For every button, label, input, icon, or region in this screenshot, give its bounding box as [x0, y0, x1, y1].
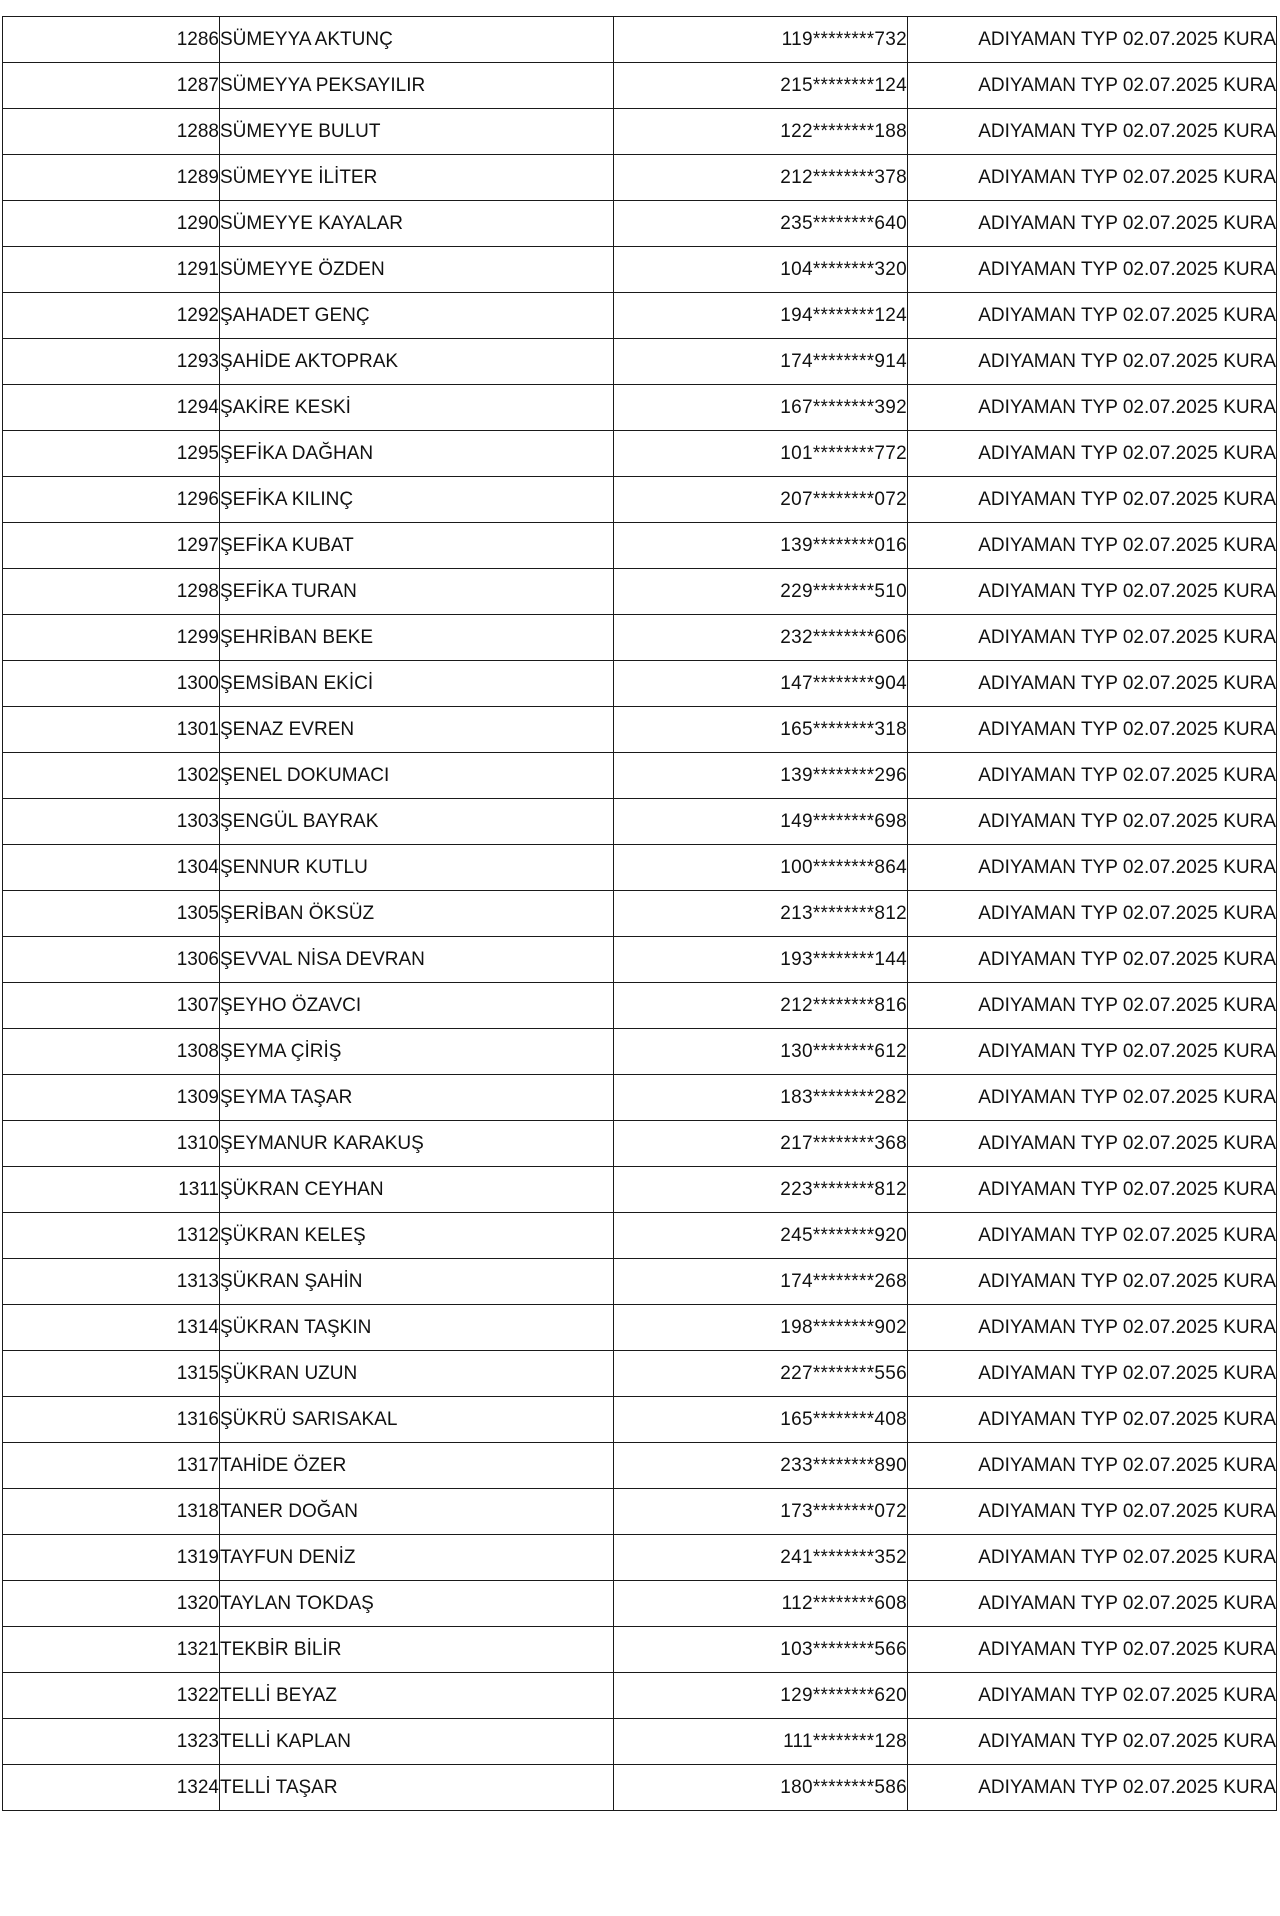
table-row — [3, 477, 1277, 523]
lottery-note-cell: ADIYAMAN TYP 02.07.2025 KURA — [908, 891, 1277, 937]
masked-id-cell: 207********072 — [614, 477, 908, 523]
person-name-cell: ŞÜKRÜ SARISAKAL — [220, 1397, 614, 1443]
masked-id-cell: 198********902 — [614, 1305, 908, 1351]
table-row — [3, 983, 1277, 1029]
row-number-cell: 1300 — [3, 661, 220, 707]
masked-id-cell: 245********920 — [614, 1213, 908, 1259]
lottery-note-cell: ADIYAMAN TYP 02.07.2025 KURA — [908, 201, 1277, 247]
table-row — [3, 707, 1277, 753]
row-number-cell: 1305 — [3, 891, 220, 937]
table-row — [3, 569, 1277, 615]
row-number-cell: 1319 — [3, 1535, 220, 1581]
masked-id-cell: 223********812 — [614, 1167, 908, 1213]
row-number-cell: 1308 — [3, 1029, 220, 1075]
table-row — [3, 1213, 1277, 1259]
person-name-cell: ŞEFİKA KUBAT — [220, 523, 614, 569]
masked-id-cell: 119********732 — [614, 17, 908, 63]
masked-id-cell: 215********124 — [614, 63, 908, 109]
person-name-cell: TEKBİR BİLİR — [220, 1627, 614, 1673]
row-number-cell: 1317 — [3, 1443, 220, 1489]
masked-id-cell: 101********772 — [614, 431, 908, 477]
lottery-note-cell: ADIYAMAN TYP 02.07.2025 KURA — [908, 1765, 1277, 1811]
row-number-cell: 1286 — [3, 17, 220, 63]
row-number-cell: 1312 — [3, 1213, 220, 1259]
person-name-cell: ŞEFİKA DAĞHAN — [220, 431, 614, 477]
lottery-note-cell: ADIYAMAN TYP 02.07.2025 KURA — [908, 1351, 1277, 1397]
table-row — [3, 1489, 1277, 1535]
row-number-cell: 1297 — [3, 523, 220, 569]
lottery-note-cell: ADIYAMAN TYP 02.07.2025 KURA — [908, 1167, 1277, 1213]
masked-id-cell: 112********608 — [614, 1581, 908, 1627]
table-row — [3, 523, 1277, 569]
table-row — [3, 753, 1277, 799]
table-row — [3, 1029, 1277, 1075]
row-number-cell: 1320 — [3, 1581, 220, 1627]
masked-id-cell: 227********556 — [614, 1351, 908, 1397]
row-number-cell: 1302 — [3, 753, 220, 799]
roster-table — [2, 16, 1277, 1811]
person-name-cell: ŞÜKRAN TAŞKIN — [220, 1305, 614, 1351]
row-number-cell: 1298 — [3, 569, 220, 615]
person-name-cell: SÜMEYYE ÖZDEN — [220, 247, 614, 293]
person-name-cell: ŞERİBAN ÖKSÜZ — [220, 891, 614, 937]
table-row — [3, 615, 1277, 661]
masked-id-cell: 212********378 — [614, 155, 908, 201]
person-name-cell: ŞEVVAL NİSA DEVRAN — [220, 937, 614, 983]
masked-id-cell: 139********296 — [614, 753, 908, 799]
table-row — [3, 155, 1277, 201]
masked-id-cell: 122********188 — [614, 109, 908, 155]
person-name-cell: ŞÜKRAN UZUN — [220, 1351, 614, 1397]
lottery-note-cell: ADIYAMAN TYP 02.07.2025 KURA — [908, 431, 1277, 477]
person-name-cell: ŞEYMA TAŞAR — [220, 1075, 614, 1121]
lottery-note-cell: ADIYAMAN TYP 02.07.2025 KURA — [908, 1443, 1277, 1489]
table-row — [3, 1351, 1277, 1397]
roster-sheet — [2, 16, 1276, 1811]
masked-id-cell: 194********124 — [614, 293, 908, 339]
lottery-note-cell: ADIYAMAN TYP 02.07.2025 KURA — [908, 293, 1277, 339]
row-number-cell: 1311 — [3, 1167, 220, 1213]
row-number-cell: 1294 — [3, 385, 220, 431]
lottery-note-cell: ADIYAMAN TYP 02.07.2025 KURA — [908, 1719, 1277, 1765]
table-row — [3, 1305, 1277, 1351]
person-name-cell: TAHİDE ÖZER — [220, 1443, 614, 1489]
person-name-cell: ŞEFİKA TURAN — [220, 569, 614, 615]
person-name-cell: ŞENAZ EVREN — [220, 707, 614, 753]
row-number-cell: 1318 — [3, 1489, 220, 1535]
lottery-note-cell: ADIYAMAN TYP 02.07.2025 KURA — [908, 799, 1277, 845]
lottery-note-cell: ADIYAMAN TYP 02.07.2025 KURA — [908, 1305, 1277, 1351]
masked-id-cell: 241********352 — [614, 1535, 908, 1581]
lottery-note-cell: ADIYAMAN TYP 02.07.2025 KURA — [908, 1075, 1277, 1121]
table-row — [3, 1397, 1277, 1443]
person-name-cell: ŞÜKRAN CEYHAN — [220, 1167, 614, 1213]
table-row — [3, 1535, 1277, 1581]
row-number-cell: 1292 — [3, 293, 220, 339]
lottery-note-cell: ADIYAMAN TYP 02.07.2025 KURA — [908, 247, 1277, 293]
lottery-note-cell: ADIYAMAN TYP 02.07.2025 KURA — [908, 155, 1277, 201]
lottery-note-cell: ADIYAMAN TYP 02.07.2025 KURA — [908, 339, 1277, 385]
row-number-cell: 1321 — [3, 1627, 220, 1673]
person-name-cell: ŞENEL DOKUMACI — [220, 753, 614, 799]
person-name-cell: ŞEHRİBAN BEKE — [220, 615, 614, 661]
person-name-cell: ŞENNUR KUTLU — [220, 845, 614, 891]
table-row — [3, 1259, 1277, 1305]
lottery-note-cell: ADIYAMAN TYP 02.07.2025 KURA — [908, 17, 1277, 63]
row-number-cell: 1316 — [3, 1397, 220, 1443]
lottery-note-cell: ADIYAMAN TYP 02.07.2025 KURA — [908, 1627, 1277, 1673]
person-name-cell: ŞEYMA ÇİRİŞ — [220, 1029, 614, 1075]
row-number-cell: 1322 — [3, 1673, 220, 1719]
person-name-cell: TANER DOĞAN — [220, 1489, 614, 1535]
masked-id-cell: 180********586 — [614, 1765, 908, 1811]
masked-id-cell: 147********904 — [614, 661, 908, 707]
masked-id-cell: 174********914 — [614, 339, 908, 385]
masked-id-cell: 233********890 — [614, 1443, 908, 1489]
masked-id-cell: 149********698 — [614, 799, 908, 845]
lottery-note-cell: ADIYAMAN TYP 02.07.2025 KURA — [908, 1121, 1277, 1167]
person-name-cell: SÜMEYYE KAYALAR — [220, 201, 614, 247]
lottery-note-cell: ADIYAMAN TYP 02.07.2025 KURA — [908, 109, 1277, 155]
masked-id-cell: 229********510 — [614, 569, 908, 615]
masked-id-cell: 104********320 — [614, 247, 908, 293]
lottery-note-cell: ADIYAMAN TYP 02.07.2025 KURA — [908, 1673, 1277, 1719]
person-name-cell: SÜMEYYA AKTUNÇ — [220, 17, 614, 63]
person-name-cell: TELLİ KAPLAN — [220, 1719, 614, 1765]
table-row — [3, 799, 1277, 845]
table-row — [3, 1627, 1277, 1673]
row-number-cell: 1315 — [3, 1351, 220, 1397]
masked-id-cell: 139********016 — [614, 523, 908, 569]
person-name-cell: TELLİ TAŞAR — [220, 1765, 614, 1811]
table-row — [3, 845, 1277, 891]
person-name-cell: ŞEMSİBAN EKİCİ — [220, 661, 614, 707]
lottery-note-cell: ADIYAMAN TYP 02.07.2025 KURA — [908, 661, 1277, 707]
table-row — [3, 63, 1277, 109]
table-row — [3, 1673, 1277, 1719]
row-number-cell: 1293 — [3, 339, 220, 385]
table-row — [3, 1581, 1277, 1627]
table-row — [3, 1075, 1277, 1121]
table-row — [3, 247, 1277, 293]
person-name-cell: TELLİ BEYAZ — [220, 1673, 614, 1719]
row-number-cell: 1303 — [3, 799, 220, 845]
lottery-note-cell: ADIYAMAN TYP 02.07.2025 KURA — [908, 523, 1277, 569]
table-row — [3, 1443, 1277, 1489]
masked-id-cell: 235********640 — [614, 201, 908, 247]
row-number-cell: 1307 — [3, 983, 220, 1029]
lottery-note-cell: ADIYAMAN TYP 02.07.2025 KURA — [908, 845, 1277, 891]
lottery-note-cell: ADIYAMAN TYP 02.07.2025 KURA — [908, 983, 1277, 1029]
person-name-cell: ŞAHİDE AKTOPRAK — [220, 339, 614, 385]
lottery-note-cell: ADIYAMAN TYP 02.07.2025 KURA — [908, 615, 1277, 661]
row-number-cell: 1287 — [3, 63, 220, 109]
masked-id-cell: 165********318 — [614, 707, 908, 753]
row-number-cell: 1310 — [3, 1121, 220, 1167]
table-row — [3, 385, 1277, 431]
person-name-cell: ŞENGÜL BAYRAK — [220, 799, 614, 845]
lottery-note-cell: ADIYAMAN TYP 02.07.2025 KURA — [908, 385, 1277, 431]
lottery-note-cell: ADIYAMAN TYP 02.07.2025 KURA — [908, 63, 1277, 109]
masked-id-cell: 167********392 — [614, 385, 908, 431]
roster-table-body — [3, 17, 1277, 1811]
masked-id-cell: 111********128 — [614, 1719, 908, 1765]
row-number-cell: 1289 — [3, 155, 220, 201]
person-name-cell: TAYFUN DENİZ — [220, 1535, 614, 1581]
row-number-cell: 1313 — [3, 1259, 220, 1305]
table-row — [3, 1167, 1277, 1213]
row-number-cell: 1290 — [3, 201, 220, 247]
lottery-note-cell: ADIYAMAN TYP 02.07.2025 KURA — [908, 1259, 1277, 1305]
table-row — [3, 109, 1277, 155]
masked-id-cell: 129********620 — [614, 1673, 908, 1719]
person-name-cell: ŞEFİKA KILINÇ — [220, 477, 614, 523]
row-number-cell: 1323 — [3, 1719, 220, 1765]
person-name-cell: ŞAHADET GENÇ — [220, 293, 614, 339]
table-row — [3, 1719, 1277, 1765]
masked-id-cell: 103********566 — [614, 1627, 908, 1673]
masked-id-cell: 183********282 — [614, 1075, 908, 1121]
masked-id-cell: 213********812 — [614, 891, 908, 937]
table-row — [3, 1765, 1277, 1811]
lottery-note-cell: ADIYAMAN TYP 02.07.2025 KURA — [908, 1535, 1277, 1581]
person-name-cell: ŞAKİRE KESKİ — [220, 385, 614, 431]
lottery-note-cell: ADIYAMAN TYP 02.07.2025 KURA — [908, 1397, 1277, 1443]
masked-id-cell: 173********072 — [614, 1489, 908, 1535]
row-number-cell: 1296 — [3, 477, 220, 523]
lottery-note-cell: ADIYAMAN TYP 02.07.2025 KURA — [908, 937, 1277, 983]
row-number-cell: 1306 — [3, 937, 220, 983]
masked-id-cell: 100********864 — [614, 845, 908, 891]
person-name-cell: ŞEYMANUR KARAKUŞ — [220, 1121, 614, 1167]
table-row — [3, 937, 1277, 983]
person-name-cell: ŞÜKRAN KELEŞ — [220, 1213, 614, 1259]
table-row — [3, 661, 1277, 707]
lottery-note-cell: ADIYAMAN TYP 02.07.2025 KURA — [908, 707, 1277, 753]
table-row — [3, 431, 1277, 477]
masked-id-cell: 193********144 — [614, 937, 908, 983]
row-number-cell: 1291 — [3, 247, 220, 293]
lottery-note-cell: ADIYAMAN TYP 02.07.2025 KURA — [908, 569, 1277, 615]
person-name-cell: SÜMEYYE İLİTER — [220, 155, 614, 201]
row-number-cell: 1324 — [3, 1765, 220, 1811]
person-name-cell: SÜMEYYA PEKSAYILIR — [220, 63, 614, 109]
person-name-cell: SÜMEYYE BULUT — [220, 109, 614, 155]
lottery-note-cell: ADIYAMAN TYP 02.07.2025 KURA — [908, 1581, 1277, 1627]
lottery-note-cell: ADIYAMAN TYP 02.07.2025 KURA — [908, 1213, 1277, 1259]
row-number-cell: 1299 — [3, 615, 220, 661]
row-number-cell: 1295 — [3, 431, 220, 477]
row-number-cell: 1314 — [3, 1305, 220, 1351]
table-row — [3, 17, 1277, 63]
person-name-cell: ŞÜKRAN ŞAHİN — [220, 1259, 614, 1305]
masked-id-cell: 232********606 — [614, 615, 908, 661]
masked-id-cell: 165********408 — [614, 1397, 908, 1443]
masked-id-cell: 217********368 — [614, 1121, 908, 1167]
table-row — [3, 1121, 1277, 1167]
row-number-cell: 1288 — [3, 109, 220, 155]
lottery-note-cell: ADIYAMAN TYP 02.07.2025 KURA — [908, 477, 1277, 523]
row-number-cell: 1309 — [3, 1075, 220, 1121]
person-name-cell: TAYLAN TOKDAŞ — [220, 1581, 614, 1627]
masked-id-cell: 174********268 — [614, 1259, 908, 1305]
table-row — [3, 293, 1277, 339]
masked-id-cell: 130********612 — [614, 1029, 908, 1075]
lottery-note-cell: ADIYAMAN TYP 02.07.2025 KURA — [908, 1489, 1277, 1535]
masked-id-cell: 212********816 — [614, 983, 908, 1029]
lottery-note-cell: ADIYAMAN TYP 02.07.2025 KURA — [908, 753, 1277, 799]
table-row — [3, 891, 1277, 937]
table-row — [3, 201, 1277, 247]
lottery-note-cell: ADIYAMAN TYP 02.07.2025 KURA — [908, 1029, 1277, 1075]
row-number-cell: 1304 — [3, 845, 220, 891]
row-number-cell: 1301 — [3, 707, 220, 753]
table-row — [3, 339, 1277, 385]
person-name-cell: ŞEYHO ÖZAVCI — [220, 983, 614, 1029]
